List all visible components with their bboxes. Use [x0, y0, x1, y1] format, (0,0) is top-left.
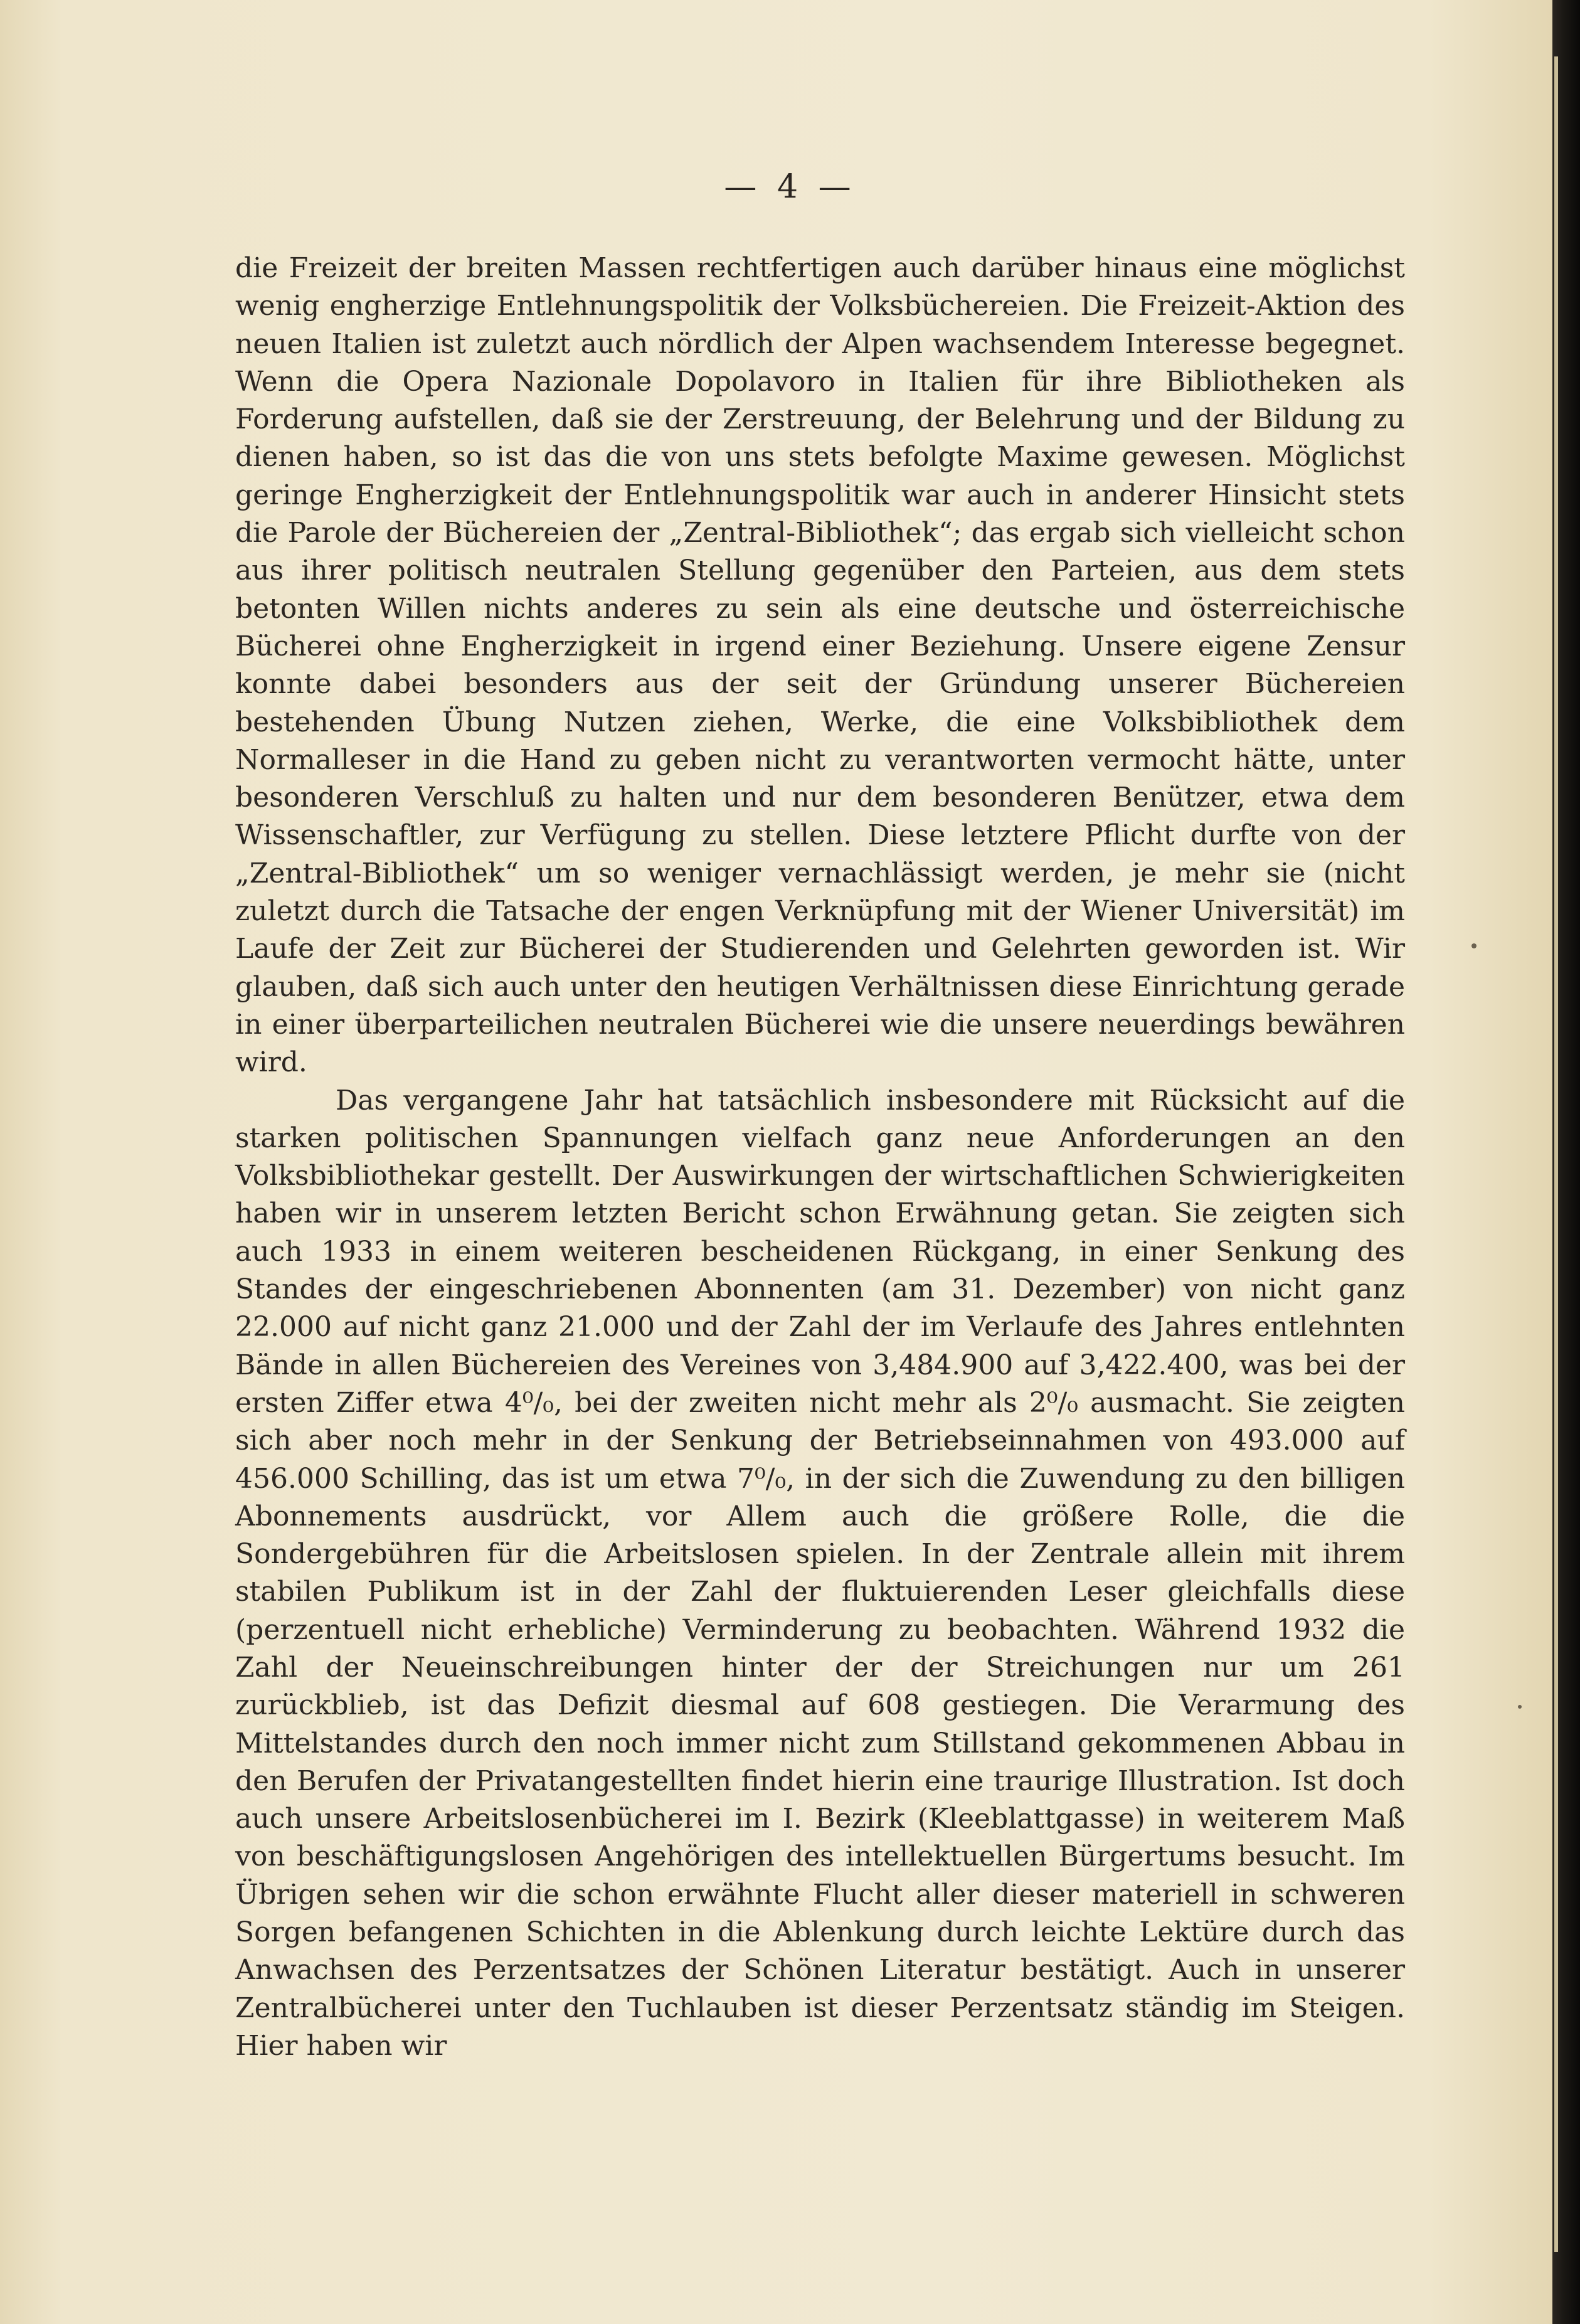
- paper-speck-mark: [1518, 1705, 1522, 1709]
- paragraph-2: Das vergangene Jahr hat tatsächlich insbesondere mit Rücksicht auf die starken politischen Spannungen vielfach ganz neue Anforderungen an den Volksbibliothekar gestellt. Der Auswirkungen der wirtschaftlichen Schwierigkeiten haben wir in unserem letzten Bericht schon Erwähnung getan. Sie zeigten sich auch 1933 in einem weiteren bescheidenen Rückgang, in einer Senkung des Standes der eingeschriebenen Abonnenten (am 31. Dezember) von nicht ganz 22.000 auf nicht ganz 21.000 und der Zahl der im Verlaufe des Jahres entlehnten Bände in allen Büchereien des Vereines von 3,484.900 auf 3,422.400, was bei der ersten Ziffer etwa 4⁰/₀, bei der zweiten nicht mehr als 2⁰/₀ ausmacht. Sie zeigten sich aber noch mehr in der Senkung der Betriebseinnahmen von 493.000 auf 456.000 Schilling, das ist um etwa 7⁰/₀, in der sich die Zuwendung zu den billigen Abonnements ausdrückt, vor Allem auch die größere Rolle, die die Sondergebühren für die Arbeitslosen spielen. In der Zentrale allein mit ihrem stabilen Publikum ist in der Zahl der fluktuierenden Leser gleichfalls diese (perzentuell nicht erhebliche) Verminderung zu beobachten. Während 1932 die Zahl der Neueinschreibungen hinter der der Streichungen nur um 261 zurückblieb, ist das Defizit diesmal auf 608 gestiegen. Die Verarmung des Mittelstandes durch den noch immer nicht zum Stillstand gekommenen Abbau in den Berufen der Privatangestellten findet hierin eine traurige Illustration. Ist doch auch unsere Arbeitslosenbücherei im I. Bezirk (Kleeblattgasse) in weiterem Maß von beschäftigungslosen Angehörigen des intellektuellen Bürgertums besucht. Im Übrigen sehen wir die schon erwähnte Flucht aller dieser materiell in schweren Sorgen befangenen Schichten in die Ablenkung durch leichte Lektüre durch das Anwachsen des Perzentsatzes der Schönen Literatur bestätigt. Auch in unserer Zentralbücherei unter den Tuchlauben ist dieser Perzentsatz ständig im Steigen. Hier haben wir: [235, 1084, 1405, 2062]
- page-number: — 4 —: [724, 168, 856, 206]
- adjacent-page-strip: [1554, 56, 1558, 2252]
- body-text: [235, 250, 1405, 2065]
- paragraph-1: die Freizeit der breiten Massen rechtfertigen auch darüber hinaus eine möglichst wenig engherzige Entlehnungspolitik der Volksbüchereien. Die Freizeit-Aktion des neuen Italien ist zuletzt auch nördlich der Alpen wachsendem Interesse begegnet. Wenn die Opera Nazionale Dopolavoro in Italien für ihre Bibliotheken als Forderung aufstellen, daß sie der Zerstreuung, der Belehrung und der Bildung zu dienen haben, so ist das die von uns stets befolgte Maxime gewesen. Möglichst geringe Engherzigkeit der Entlehnungspolitik war auch in anderer Hinsicht stets die Parole der Büchereien der „Zentral-Bibliothek“; das ergab sich vielleicht schon aus ihrer politisch neutralen Stellung gegenüber den Parteien, aus dem stets betonten Willen nichts anderes zu sein als eine deutsche und österreichische Bücherei ohne Engherzigkeit in irgend einer Beziehung. Unsere eigene Zensur konnte dabei besonders aus der seit der Gründung unserer Büchereien bestehenden Übung Nutzen ziehen, Werke, die eine Volksbibliothek dem Normalleser in die Hand zu geben nicht zu verantworten vermocht hätte, unter besonderen Verschluß zu halten und nur dem besonderen Benützer, etwa dem Wissenschaftler, zur Verfügung zu stellen. Diese letztere Pflicht durfte von der „Zentral-Bibliothek“ um so weniger vernachlässigt werden, je mehr sie (nicht zuletzt durch die Tatsache der engen Verknüpfung mit der Wiener Universität) im Laufe der Zeit zur Bücherei der Studierenden und Gelehrten geworden ist. Wir glauben, daß sich auch unter den heutigen Verhältnissen diese Einrichtung gerade in einer überparteilichen neutralen Bücherei wie die unsere neuerdings bewähren wird.: [235, 252, 1405, 1079]
- paper-speck-mark: [1471, 943, 1477, 948]
